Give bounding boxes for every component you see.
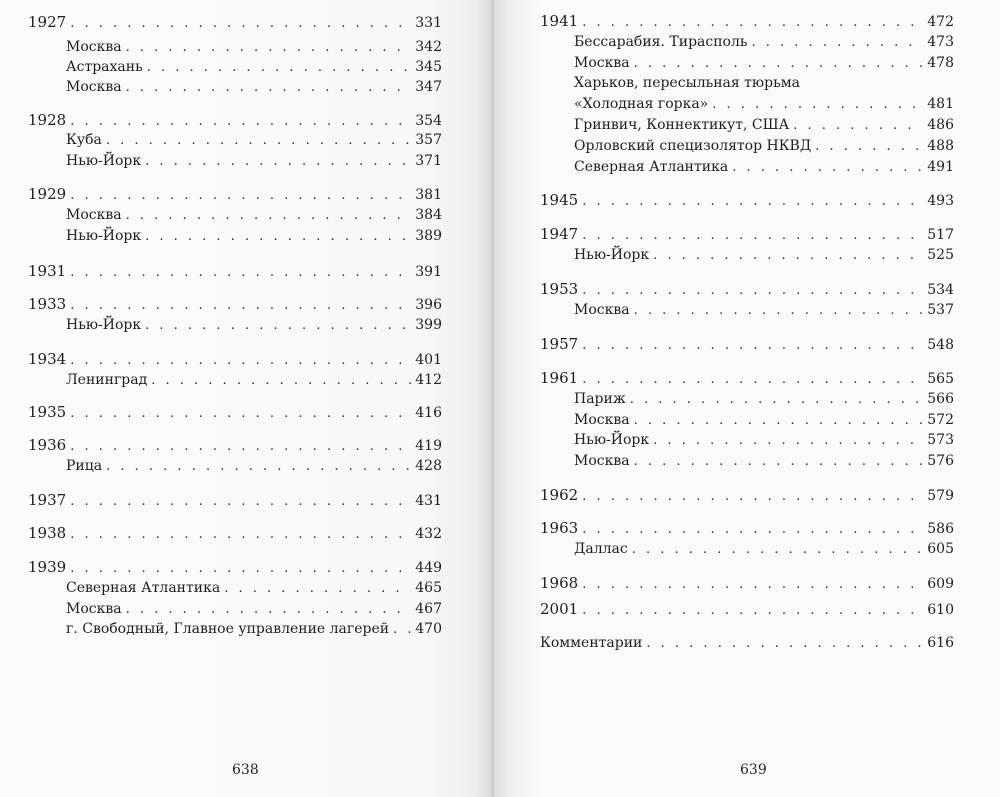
toc-entry-label: Комментарии	[540, 635, 643, 651]
toc-year-label: 1939	[28, 558, 67, 576]
toc-year-label: 1928	[28, 111, 67, 129]
toc-year-label: 1933	[28, 295, 67, 313]
toc-entry[interactable]	[540, 300, 954, 320]
toc-entry-label: Гринвич, Коннектикут, США	[574, 117, 790, 133]
toc-leader-dots	[70, 186, 411, 206]
toc-year-entry[interactable]	[540, 279, 954, 299]
toc-entry[interactable]	[28, 619, 442, 639]
toc-year-label: 1963	[540, 519, 579, 537]
toc-entry-label: Северная Атлантика	[574, 159, 729, 175]
toc-entry-label: Нью-Йорк	[574, 247, 650, 263]
toc-page-number: 416	[415, 405, 442, 421]
toc-entry[interactable]	[28, 226, 442, 246]
toc-entry[interactable]	[540, 73, 954, 93]
toc-year-label: 1941	[540, 12, 579, 30]
toc-page-number: 467	[415, 601, 442, 617]
toc-entry[interactable]	[540, 32, 954, 52]
toc-leader-dots	[582, 281, 923, 301]
toc-leader-dots	[582, 520, 923, 540]
toc-leader-dots	[632, 540, 924, 560]
toc-entry-label: Москва	[574, 302, 630, 318]
toc-page-number: 493	[927, 193, 954, 209]
left-page-number: 638	[232, 762, 259, 778]
toc-year-label: 1962	[540, 486, 579, 504]
toc-page-number: 572	[927, 412, 954, 428]
toc-entry[interactable]	[540, 245, 954, 265]
toc-entry-label: г. Свободный, Главное управление лагерей	[66, 621, 390, 637]
toc-entry-label: Москва	[66, 79, 122, 95]
toc-year-label: 1937	[28, 491, 67, 509]
toc-leader-dots	[70, 112, 411, 132]
toc-page-number: 465	[415, 580, 442, 596]
toc-page-number: 357	[415, 132, 442, 148]
toc-entry-label: Северная Атлантика	[66, 580, 221, 596]
toc-page-number: 391	[415, 264, 442, 280]
toc-page-number: 605	[927, 541, 954, 557]
toc-leader-dots	[151, 371, 411, 391]
toc-page-number: 347	[415, 79, 442, 95]
toc-entry-label: Харьков, пересыльная тюрьма	[574, 75, 800, 91]
toc-year-label: 1938	[28, 524, 67, 542]
toc-leader-dots	[653, 246, 923, 266]
toc-page-number: 412	[415, 372, 442, 388]
toc-leader-dots	[70, 14, 411, 34]
toc-page-number: 486	[927, 117, 954, 133]
toc-leader-dots	[126, 78, 412, 98]
toc-year-entry[interactable]	[540, 573, 954, 593]
toc-leader-dots	[752, 33, 924, 53]
toc-page-number: 517	[927, 227, 954, 243]
toc-page-number: 478	[927, 55, 954, 71]
right-page-number: 639	[740, 762, 767, 778]
toc-entry[interactable]	[540, 136, 954, 156]
toc-leader-dots	[582, 192, 923, 212]
toc-entry[interactable]	[540, 389, 954, 409]
toc-year-entry[interactable]	[28, 12, 442, 32]
toc-year-label: 1934	[28, 350, 67, 368]
toc-entry-label: Москва	[574, 412, 630, 428]
toc-entry-label: «Холодная горка»	[574, 96, 709, 112]
toc-page-number: 576	[927, 453, 954, 469]
toc-leader-dots	[224, 579, 411, 599]
toc-leader-dots	[653, 431, 923, 451]
toc-page-number: 609	[927, 576, 954, 592]
toc-leader-dots	[732, 158, 923, 178]
toc-leader-dots	[70, 437, 411, 457]
toc-year-entry[interactable]	[28, 184, 442, 204]
toc-leader-dots	[70, 559, 411, 579]
toc-year-label: 1957	[540, 335, 579, 353]
toc-year-label: 1953	[540, 280, 579, 298]
toc-year-label: 1927	[28, 13, 67, 31]
toc-year-entry[interactable]	[540, 599, 954, 619]
toc-page-number: 491	[927, 159, 954, 175]
toc-entry-label: Астрахань	[66, 59, 143, 75]
toc-leader-dots	[70, 525, 411, 545]
toc-leader-dots	[582, 13, 923, 33]
toc-year-entry[interactable]	[28, 402, 442, 422]
toc-year-label: 1968	[540, 574, 579, 592]
toc-year-entry[interactable]	[540, 190, 954, 210]
toc-entry-label: Куба	[66, 132, 102, 148]
toc-entry[interactable]	[28, 57, 442, 77]
toc-entry[interactable]	[540, 53, 954, 73]
toc-entry-label: Москва	[574, 55, 630, 71]
toc-year-label: 1929	[28, 185, 67, 203]
toc-entry[interactable]	[28, 151, 442, 171]
toc-entry[interactable]	[28, 315, 442, 335]
toc-year-entry[interactable]	[540, 334, 954, 354]
toc-entry[interactable]	[540, 451, 954, 471]
toc-leader-dots	[106, 457, 411, 477]
toc-page-number: 419	[415, 438, 442, 454]
toc-leader-dots	[634, 54, 924, 74]
toc-page-number: 345	[415, 59, 442, 75]
toc-year-entry[interactable]	[540, 518, 954, 538]
toc-year-label: 1961	[540, 369, 579, 387]
toc-entry-label: Нью-Йорк	[574, 432, 650, 448]
toc-year-label: 1931	[28, 262, 67, 280]
toc-page-number: 488	[927, 138, 954, 154]
toc-entry-label: Нью-Йорк	[66, 317, 142, 333]
toc-year-entry[interactable]	[28, 435, 442, 455]
toc-leader-dots	[126, 38, 412, 58]
toc-page-number: 565	[927, 371, 954, 387]
toc-entry-label: Ленинград	[66, 372, 148, 388]
toc-leader-dots	[582, 601, 923, 621]
toc-year-label: 1947	[540, 225, 579, 243]
toc-year-entry[interactable]	[28, 523, 442, 543]
toc-page-number: 389	[415, 228, 442, 244]
toc-entry[interactable]	[540, 410, 954, 430]
toc-entry[interactable]	[540, 633, 954, 653]
toc-page-number: 473	[927, 34, 954, 50]
toc-leader-dots	[634, 411, 924, 431]
toc-leader-dots	[634, 301, 924, 321]
toc-leader-dots	[70, 492, 411, 512]
toc-year-label: 1936	[28, 436, 67, 454]
toc-leader-dots	[70, 404, 411, 424]
toc-page-number: 449	[415, 560, 442, 576]
toc-entry[interactable]	[28, 599, 442, 619]
toc-page-number: 431	[415, 493, 442, 509]
toc-page-number: 354	[415, 113, 442, 129]
toc-entry-label: Москва	[66, 601, 122, 617]
toc-leader-dots	[70, 263, 411, 283]
toc-entry-label: Орловский специзолятор НКВД	[574, 138, 812, 154]
toc-entry-label: Москва	[574, 453, 630, 469]
toc-entry[interactable]	[28, 578, 442, 598]
toc-year-entry[interactable]	[540, 11, 954, 31]
left-page	[0, 0, 494, 797]
toc-year-entry[interactable]	[28, 557, 442, 577]
toc-leader-dots	[582, 575, 923, 595]
toc-leader-dots	[582, 336, 923, 356]
toc-entry-label: Даллас	[574, 541, 628, 557]
toc-leader-dots	[712, 95, 923, 115]
toc-year-label: 1935	[28, 403, 67, 421]
toc-leader-dots	[630, 390, 924, 410]
toc-entry-label: Москва	[66, 39, 122, 55]
toc-page-number: 371	[415, 153, 442, 169]
toc-year-entry[interactable]	[28, 490, 442, 510]
toc-entry[interactable]	[28, 130, 442, 150]
toc-leader-dots	[646, 634, 923, 654]
toc-leader-dots	[582, 226, 923, 246]
toc-page-number: 566	[927, 391, 954, 407]
toc-year-entry[interactable]	[540, 485, 954, 505]
toc-entry-label: Рица	[66, 458, 103, 474]
toc-leader-dots	[106, 131, 411, 151]
toc-page-number: 381	[415, 187, 442, 203]
toc-page-number: 586	[927, 521, 954, 537]
toc-year-label: 1945	[540, 191, 579, 209]
toc-entry[interactable]	[540, 94, 954, 114]
toc-page-number: 534	[927, 282, 954, 298]
right-page	[494, 0, 1000, 797]
toc-page-number: 472	[927, 14, 954, 30]
toc-leader-dots	[70, 351, 411, 371]
toc-page-number: 548	[927, 337, 954, 353]
toc-leader-dots	[145, 227, 411, 247]
toc-entry[interactable]	[28, 370, 442, 390]
toc-page-number: 470	[415, 621, 442, 637]
toc-year-entry[interactable]	[28, 261, 442, 281]
toc-year-entry[interactable]	[28, 110, 442, 130]
toc-page-number: 399	[415, 317, 442, 333]
toc-page-number: 432	[415, 526, 442, 542]
toc-leader-dots	[126, 600, 412, 620]
toc-leader-dots	[582, 370, 923, 390]
toc-entry-label: Париж	[574, 391, 626, 407]
toc-page-number: 610	[927, 602, 954, 618]
toc-entry[interactable]	[28, 456, 442, 476]
toc-leader-dots	[634, 452, 924, 472]
toc-page-number: 579	[927, 488, 954, 504]
toc-leader-dots	[70, 296, 411, 316]
toc-leader-dots	[145, 152, 411, 172]
toc-entry-label: Москва	[66, 207, 122, 223]
toc-entry[interactable]	[540, 157, 954, 177]
toc-entry-label: Нью-Йорк	[66, 153, 142, 169]
toc-year-entry[interactable]	[28, 349, 442, 369]
toc-leader-dots	[145, 316, 411, 336]
toc-entry[interactable]	[540, 539, 954, 559]
toc-leader-dots	[126, 206, 412, 226]
toc-page-number: 616	[927, 635, 954, 651]
toc-entry[interactable]	[28, 205, 442, 225]
toc-leader-dots	[815, 137, 923, 157]
toc-year-entry[interactable]	[540, 224, 954, 244]
toc-leader-dots	[793, 116, 923, 136]
toc-leader-dots	[393, 620, 411, 640]
toc-year-entry[interactable]	[28, 294, 442, 314]
toc-entry-label: Бессарабия. Тирасполь	[574, 34, 748, 50]
toc-entry-label: Нью-Йорк	[66, 228, 142, 244]
toc-page-number: 401	[415, 352, 442, 368]
toc-page-number: 481	[927, 96, 954, 112]
toc-page-number: 331	[415, 15, 442, 31]
toc-page-number: 573	[927, 432, 954, 448]
toc-entry[interactable]	[540, 430, 954, 450]
toc-page-number: 537	[927, 302, 954, 318]
toc-entry[interactable]	[28, 37, 442, 57]
toc-entry[interactable]	[28, 77, 442, 97]
toc-leader-dots	[147, 58, 412, 78]
toc-page-number: 396	[415, 297, 442, 313]
toc-year-label: 2001	[540, 600, 579, 618]
toc-page-number: 342	[415, 39, 442, 55]
toc-leader-dots	[582, 487, 923, 507]
toc-page-number: 525	[927, 247, 954, 263]
toc-entry[interactable]	[540, 115, 954, 135]
toc-year-entry[interactable]	[540, 368, 954, 388]
toc-page-number: 428	[415, 458, 442, 474]
toc-page-number: 384	[415, 207, 442, 223]
